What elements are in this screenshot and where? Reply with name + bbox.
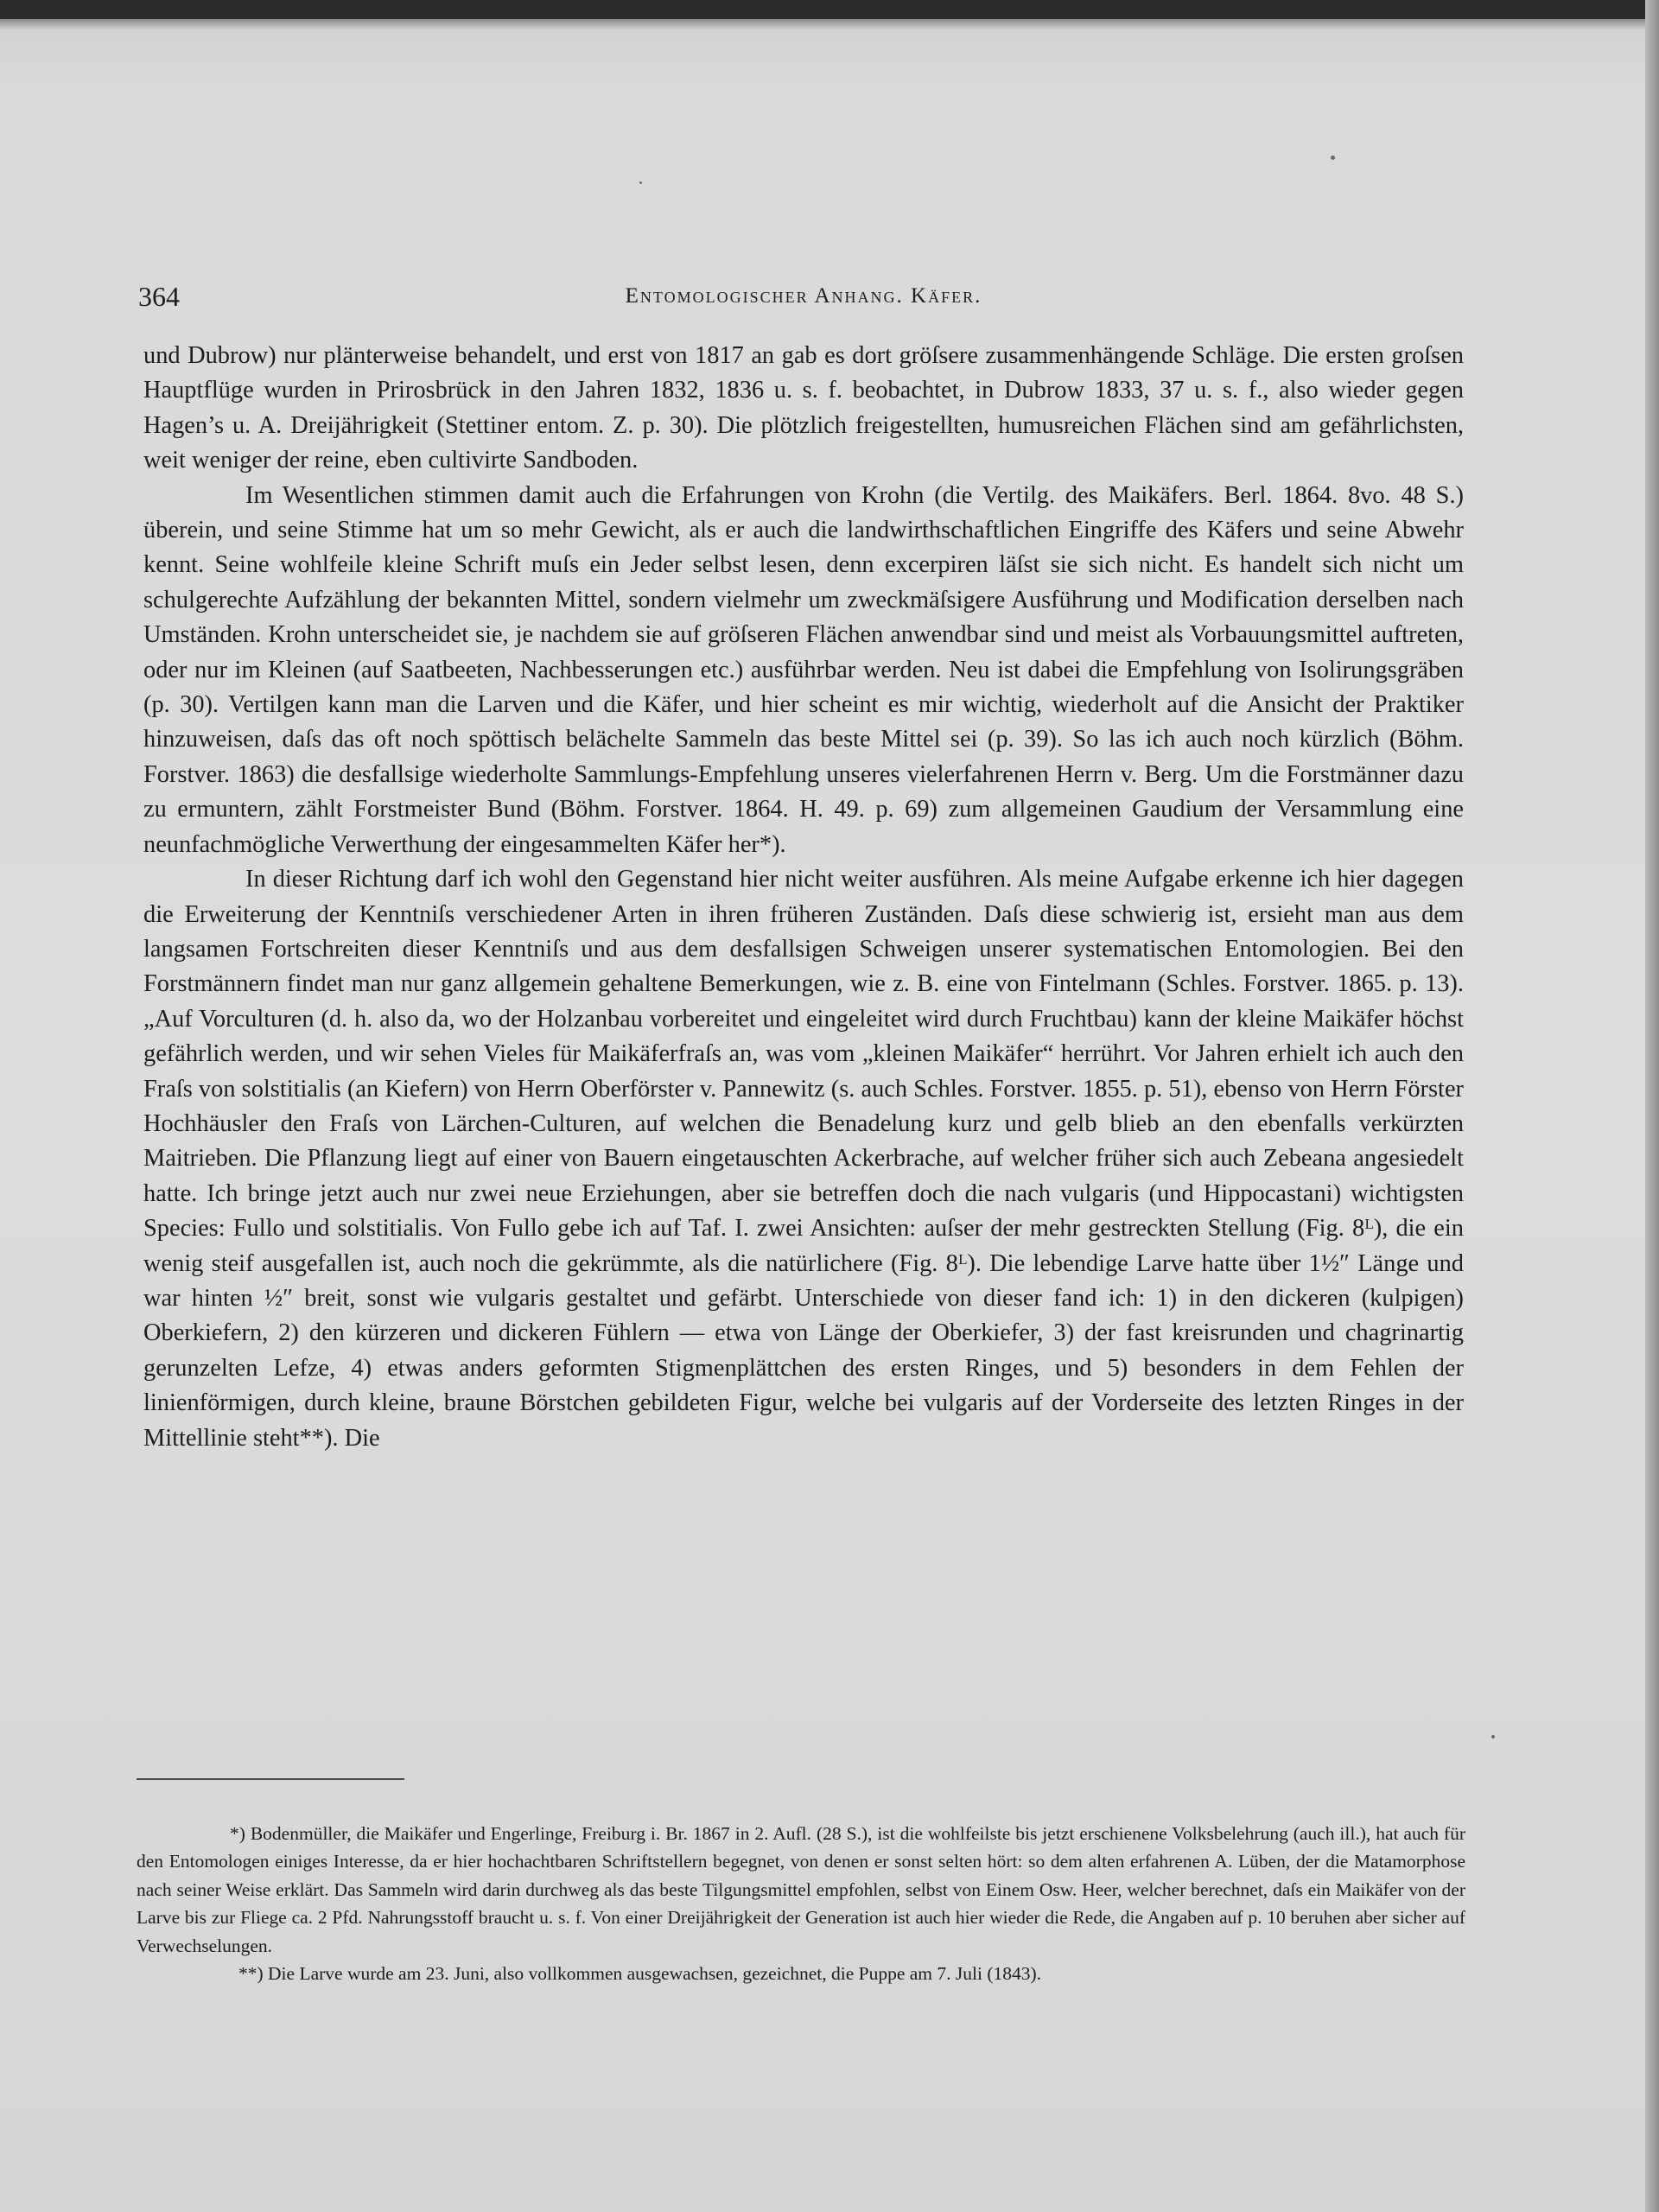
footnote-1: *) Bodenmüller, die Maikäfer und Engerlinge, Freiburg i. Br. 1867 in 2. Aufl. (28 S.), ist die wohlfeilste bis jetzt erschienene Volksbelehrung (auch ill.), hat auch für den Entomologen einiges Interesse, da er hier hochachtbaren Schriftstellern begegnet, von denen er sonst selten hört: so dem alten erfahrenen A. Lüben, der die Matamorphose nach seiner Weise erklärt. Das Sammeln wird darin durchweg als das beste Tilgungsmittel empfohlen, selbst von Einem Osw. Heer, welcher berechnet, daſs ein Maikäfer von der Larve bis zur Fliege ca. 2 Pfd. Nahrungsstoff braucht u. s. f. Von einer Dreijährigkeit der Generation ist auch hier wieder die Rede, die Angaben auf p. 10 beruhen aber sicher auf Verwechselungen. — [137, 1823, 1465, 1956]
scan-top-edge — [0, 0, 1659, 19]
page-number: 364 — [138, 281, 180, 312]
paragraph-1: und Dubrow) nur plänterweise behandelt, und erst von 1817 an gab es dort gröſsere zusammenhängende Schläge. Die ersten groſsen Hauptflüge wurden in Prirosbrück in den Jahren 1832, 1836 u. s. f. beobachtet, in Dubrow 1833, 37 u. s. f., also wieder gegen Hagen’s u. A. Dreijährigkeit (Stettiner entom. Z. p. 30). Die plötzlich freigestellten, humusreichen Flächen sind am gefährlichsten, weit weniger der reine, eben cultivirte Sandboden. — [143, 342, 1464, 474]
footnote-2: **) Die Larve wurde am 23. Juni, also vollkommen ausgewachsen, gezeichnet, die Puppe am 7. Juli (1843). — [238, 1963, 1042, 1985]
page-header — [138, 281, 1469, 315]
paragraph-3: In dieser Richtung darf ich wohl den Gegenstand hier nicht weiter ausführen. Als meine Aufgabe erkenne ich hier dagegen die Erweiterung der Kenntniſs verschiedener Arten in ihren früheren Zuständen. Daſs diese schwierig ist, ersieht man aus dem langsamen Fortschreiten dieser Kenntniſs und aus dem desfallsigen Schweigen unserer systematischen Entomologien. Bei den Forstmännern findet man nur ganz allgemein gehaltene Bemerkungen, wie z. B. eine von Fintelmann (Schles. Forstver. 1865. p. 13). „Auf Vorculturen (d. h. also da, wo der Holzanbau vorbereitet und eingeleitet wird durch Fruchtbau) kann der kleine Maikäfer höchst gefährlich werden, und wir sehen Vieles für Maikäferfraſs an, was vom „kleinen Maikäfer“ herrührt. Vor Jahren erhielt ich auch den Fraſs von solstitialis (an Kiefern) von Herrn Oberförster v. Pannewitz (s. auch Schles. Forstver. 1855. p. 51), ebenso von Herrn Förster Hochhäusler den Fraſs von Lärchen-Culturen, auf welchen die Benadelung kurz und gelb blieb an den ebenfalls verkürzten Maitrieben. Die Pflanzung liegt auf einer von Bauern eingetauschten Ackerbrache, auf welcher früher sich auch Zebeana angesiedelt hatte. Ich bringe jetzt auch nur zwei neue Erziehungen, aber sie betreffen doch die nach vulgaris (und Hippocastani) wichtigsten Species: Fullo und solstitialis. Von Fullo gebe ich auf Taf. I. zwei Ansichten: auſser der mehr gestreckten Stellung (Fig. 8ᴸ), die ein wenig steif ausgefallen ist, auch noch die gekrümmte, als die natürlichere (Fig. 8ᴸ). Die lebendige Larve hatte über 1½″ Länge und war hinten ½″ breit, sonst wie vulgaris gestaltet und gefärbt. Unterschiede von dieser fand ich: 1) in den dickeren (kulpigen) Oberkiefern, 2) den kürzeren und dickeren Fühlern — etwa von Länge der Oberkiefer, 3) der fast kreisrunden und chagrinartig gerunzelten Lefze, 4) etwas anders geformten Stigmenplättchen des ersten Ringes, und 5) besonders in dem Fehlen der linienförmigen, durch kleine, braune Börstchen gebildeten Figur, welche bei vulgaris auf der Vorderseite des letzten Ringes in der Mittellinie steht**). Die — [143, 866, 1464, 1452]
paragraph-2: Im Wesentlichen stimmen damit auch die Erfahrungen von Krohn (die Vertilg. des Maikäfers. Berl. 1864. 8vo. 48 S.) überein, und seine Stimme hat um so mehr Gewicht, als er auch die landwirthschaftlichen Eingriffe des Käfers und seine Abwehr kennt. Seine wohlfeile kleine Schrift muſs ein Jeder selbst lesen, denn excerpiren läſst sie sich nicht. Es handelt sich nicht um schulgerechte Aufzählung der bekannten Mittel, sondern vielmehr um zweckmäſsigere Ausführung und Modification derselben nach Umständen. Krohn unterscheidet sie, je nachdem sie auf gröſseren Flächen anwendbar sind und meist als Vorbauungsmittel auftreten, oder nur im Kleinen (auf Saatbeeten, Nachbesserungen etc.) ausführbar werden. Neu ist dabei die Empfehlung von Isolirungsgräben (p. 30). Vertilgen kann man die Larven und die Käfer, und hier scheint es mir wichtig, wiederholt auf die Ansicht der Praktiker hinzuweisen, daſs das oft noch spöttisch belächelte Sammeln das beste Mittel sei (p. 39). So las ich auch noch kürzlich (Böhm. Forstver. 1863) die desfallsige wiederholte Sammlungs-Empfehlung unseres vielerfahrenen Herrn v. Berg. Um die Forstmänner dazu zu ermuntern, zählt Forstmeister Bund (Böhm. Forstver. 1864. H. 49. p. 69) zum allgemeinen Gaudium der Versammlung eine neunfachmögliche Verwerthung der eingesammelten Käfer her*). — [143, 481, 1464, 858]
scan-speck — [639, 181, 642, 184]
main-text — [143, 339, 1464, 1456]
scan-speck — [1331, 156, 1335, 160]
scan-top-shadow — [0, 19, 1659, 29]
footnotes — [137, 1820, 1465, 1987]
footnote-divider — [137, 1778, 404, 1780]
running-title: Entomologischer Anhang. Käfer. — [625, 284, 982, 308]
scan-right-edge — [1645, 0, 1659, 2212]
scan-speck — [1491, 1735, 1495, 1738]
